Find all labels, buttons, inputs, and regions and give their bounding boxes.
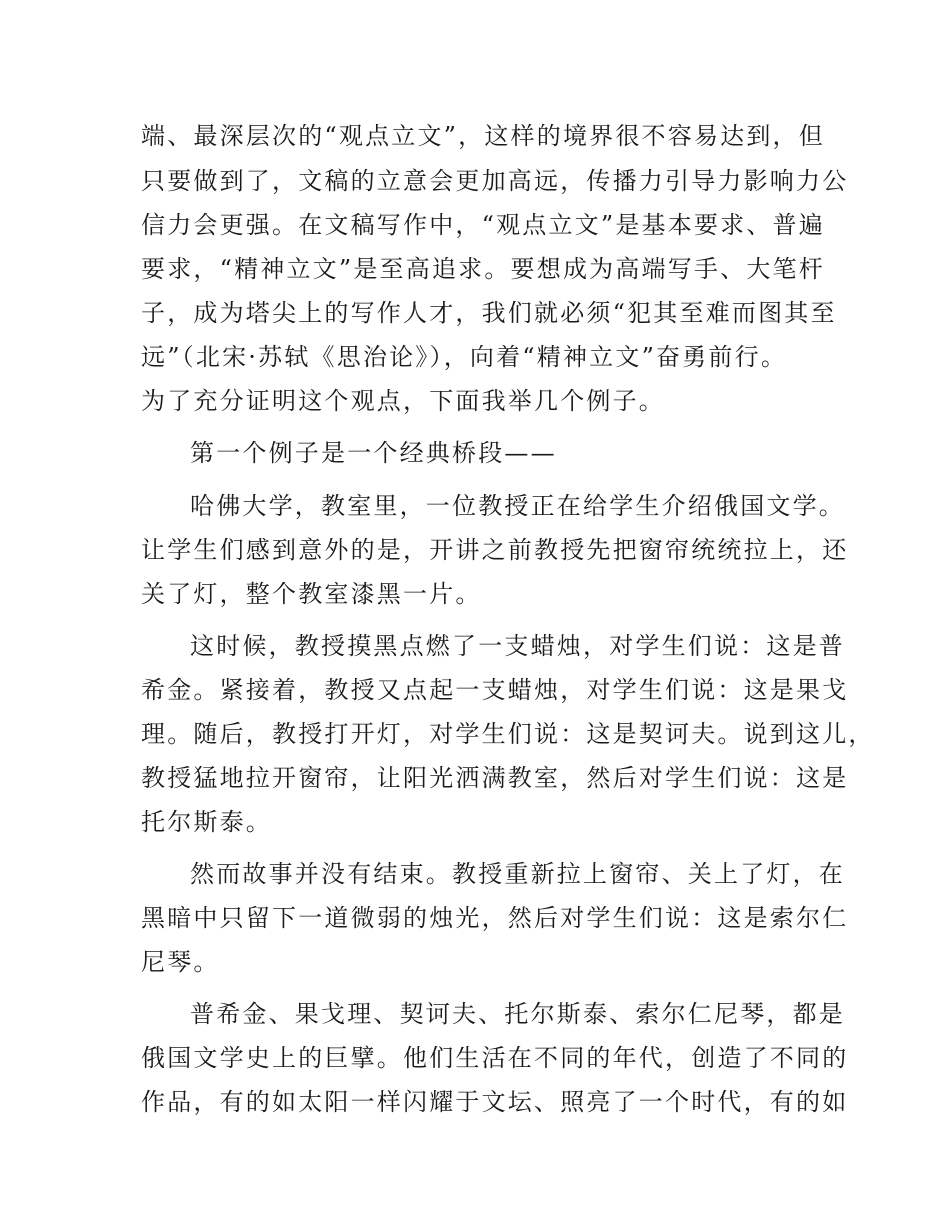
text-line: 教授猛地拉开窗帘，让阳光洒满教室，然后对学生们说：这是 — [141, 764, 849, 792]
text-line: 端、最深层次的“观点立文”，这样的境界很不容易达到，但 — [141, 122, 825, 150]
text-line: 然而故事并没有结束。教授重新拉上窗帘、关上了灯，在 — [190, 860, 845, 888]
text-line: 这时候，教授摸黑点燃了一支蜡烛，对学生们说：这是普 — [190, 632, 845, 660]
text-line: 普希金、果戈理、契诃夫、托尔斯泰、索尔仁尼琴，都是 — [190, 1000, 845, 1028]
text-line: 为了充分证明这个观点，下面我举几个例子。 — [141, 387, 665, 415]
text-line: 俄国文学史上的巨擘。他们生活在不同的年代，创造了不同的 — [141, 1044, 849, 1072]
text-line: 信力会更强。在文稿写作中，“观点立文”是基本要求、普遍 — [141, 211, 825, 239]
text-line: 子，成为塔尖上的写作人才，我们就必须“犯其至难而图其至 — [141, 299, 837, 327]
text-line: 关了灯，整个教室漆黑一片。 — [141, 580, 482, 608]
text-line: 第一个例子是一个经典桥段—— — [190, 439, 557, 467]
text-line: 要求，“精神立文”是至高追求。要想成为高端写手、大笔杆 — [141, 255, 825, 283]
text-line: 希金。紧接着，教授又点起一支蜡烛，对学生们说：这是果戈 — [141, 676, 849, 704]
text-line: 托尔斯泰。 — [141, 808, 272, 836]
text-line: 理。随后，教授打开灯，对学生们说：这是契诃夫。说到这儿， — [141, 720, 875, 748]
text-line: 只要做到了，文稿的立意会更加高远，传播力引导力影响力公 — [141, 167, 849, 195]
text-line: 远”（北宋·苏轼《思治论》），向着“精神立文”奋勇前行。 — [141, 343, 788, 371]
text-line: 黑暗中只留下一道微弱的烛光，然后对学生们说：这是索尔仁 — [141, 904, 849, 932]
text-line: 尼琴。 — [141, 948, 220, 976]
text-line: 让学生们感到意外的是，开讲之前教授先把窗帘统统拉上，还 — [141, 536, 849, 564]
text-line: 作品，有的如太阳一样闪耀于文坛、照亮了一个时代，有的如 — [141, 1088, 849, 1116]
text-line: 哈佛大学，教室里，一位教授正在给学生介绍俄国文学。 — [190, 492, 845, 520]
